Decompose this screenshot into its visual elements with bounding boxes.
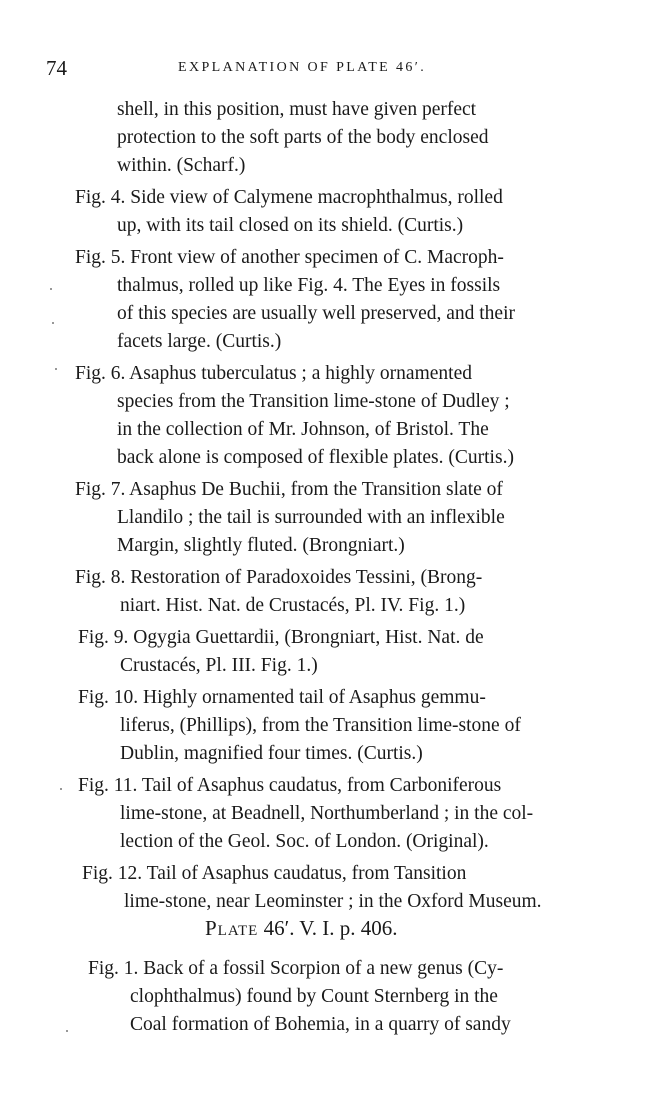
- entry-fig-4: [0, 184, 645, 240]
- entry-line: Fig. 12. Tail of Asaphus caudatus, from Tansition: [82, 863, 467, 884]
- entry-line: protection to the soft parts of the body enclosed: [117, 127, 489, 148]
- entry-line: thalmus, rolled up like Fig. 4. The Eyes in fossils: [117, 275, 501, 296]
- entry-line: Fig. 11. Tail of Asaphus caudatus, from Carboniferous: [78, 775, 502, 796]
- entry-line: Fig. 6. Asaphus tuberculatus ; a highly ornamented: [75, 363, 472, 384]
- entry-line: species from the Transition lime-stone of Dudley ;: [117, 391, 510, 412]
- entry-line: within. (Scharf.): [117, 155, 246, 176]
- entry-continuation: [0, 96, 645, 180]
- entry-line: of this species are usually well preserved, and their: [117, 303, 515, 324]
- entry-fig-5: [0, 244, 645, 356]
- margin-speck: [55, 368, 57, 370]
- entry-line: Fig. 8. Restoration of Paradoxoides Tessini, (Brong-: [75, 567, 483, 588]
- entry-fig-7: [0, 476, 645, 560]
- entry-line: Coal formation of Bohemia, in a quarry of sandy: [130, 1014, 511, 1035]
- entry-line: clophthalmus) found by Count Sternberg in the: [130, 986, 498, 1007]
- entry-line: Fig. 9. Ogygia Guettardii, (Brongniart, Hist. Nat. de: [78, 627, 484, 648]
- entry-line: Fig. 10. Highly ornamented tail of Asaphus gemmu-: [78, 687, 486, 708]
- entry-fig-12: [0, 860, 645, 916]
- margin-speck: [50, 288, 52, 290]
- entry-fig-9: [0, 624, 645, 680]
- entry-line: Crustacés, Pl. III. Fig. 1.): [120, 655, 318, 676]
- entry-fig-8: [0, 564, 645, 620]
- entry-fig-1: [0, 955, 645, 1039]
- running-head: EXPLANATION OF PLATE 46′.: [178, 60, 427, 75]
- entry-line: Fig. 5. Front view of another specimen of C. Macroph-: [75, 247, 504, 268]
- margin-speck: [52, 322, 54, 324]
- entry-line: lime-stone, at Beadnell, Northumberland ; in the col-: [120, 803, 534, 824]
- entry-line: Dublin, magnified four times. (Curtis.): [120, 743, 423, 764]
- plate-heading: [205, 916, 398, 941]
- entry-line: up, with its tail closed on its shield. (Curtis.): [117, 215, 464, 236]
- entry-line: Fig. 1. Back of a fossil Scorpion of a new genus (Cy-: [88, 958, 504, 979]
- plate-explanation-entries: [0, 96, 645, 920]
- entry-line: lection of the Geol. Soc. of London. (Original).: [120, 831, 489, 852]
- page-number: 74: [46, 56, 67, 80]
- entry-line: back alone is composed of flexible plates. (Curtis.): [117, 447, 514, 468]
- entry-line: Fig. 7. Asaphus De Buchii, from the Transition slate of: [75, 479, 503, 500]
- margin-speck: [66, 1030, 68, 1032]
- entry-fig-11: [0, 772, 645, 856]
- entry-line: facets large. (Curtis.): [117, 331, 282, 352]
- entry-line: in the collection of Mr. Johnson, of Bristol. The: [117, 419, 489, 440]
- entry-fig-6: [0, 360, 645, 472]
- plate-46-entries: [0, 955, 645, 1043]
- margin-speck: [60, 788, 62, 790]
- entry-line: lime-stone, near Leominster ; in the Oxford Museum.: [124, 891, 542, 912]
- entry-line: Fig. 4. Side view of Calymene macrophthalmus, rolled: [75, 187, 503, 208]
- entry-line: liferus, (Phillips), from the Transition lime-stone of: [120, 715, 521, 736]
- plate-heading-reference: 46′. V. I. p. 406.: [258, 916, 398, 940]
- entry-line: niart. Hist. Nat. de Crustacés, Pl. IV. Fig. 1.): [120, 595, 466, 616]
- entry-line: Llandilo ; the tail is surrounded with an inflexible: [117, 507, 505, 528]
- entry-line: Margin, slightly fluted. (Brongniart.): [117, 535, 405, 556]
- plate-heading-word: Plate: [205, 916, 259, 940]
- entry-line: shell, in this position, must have given perfect: [117, 99, 477, 120]
- entry-fig-10: [0, 684, 645, 768]
